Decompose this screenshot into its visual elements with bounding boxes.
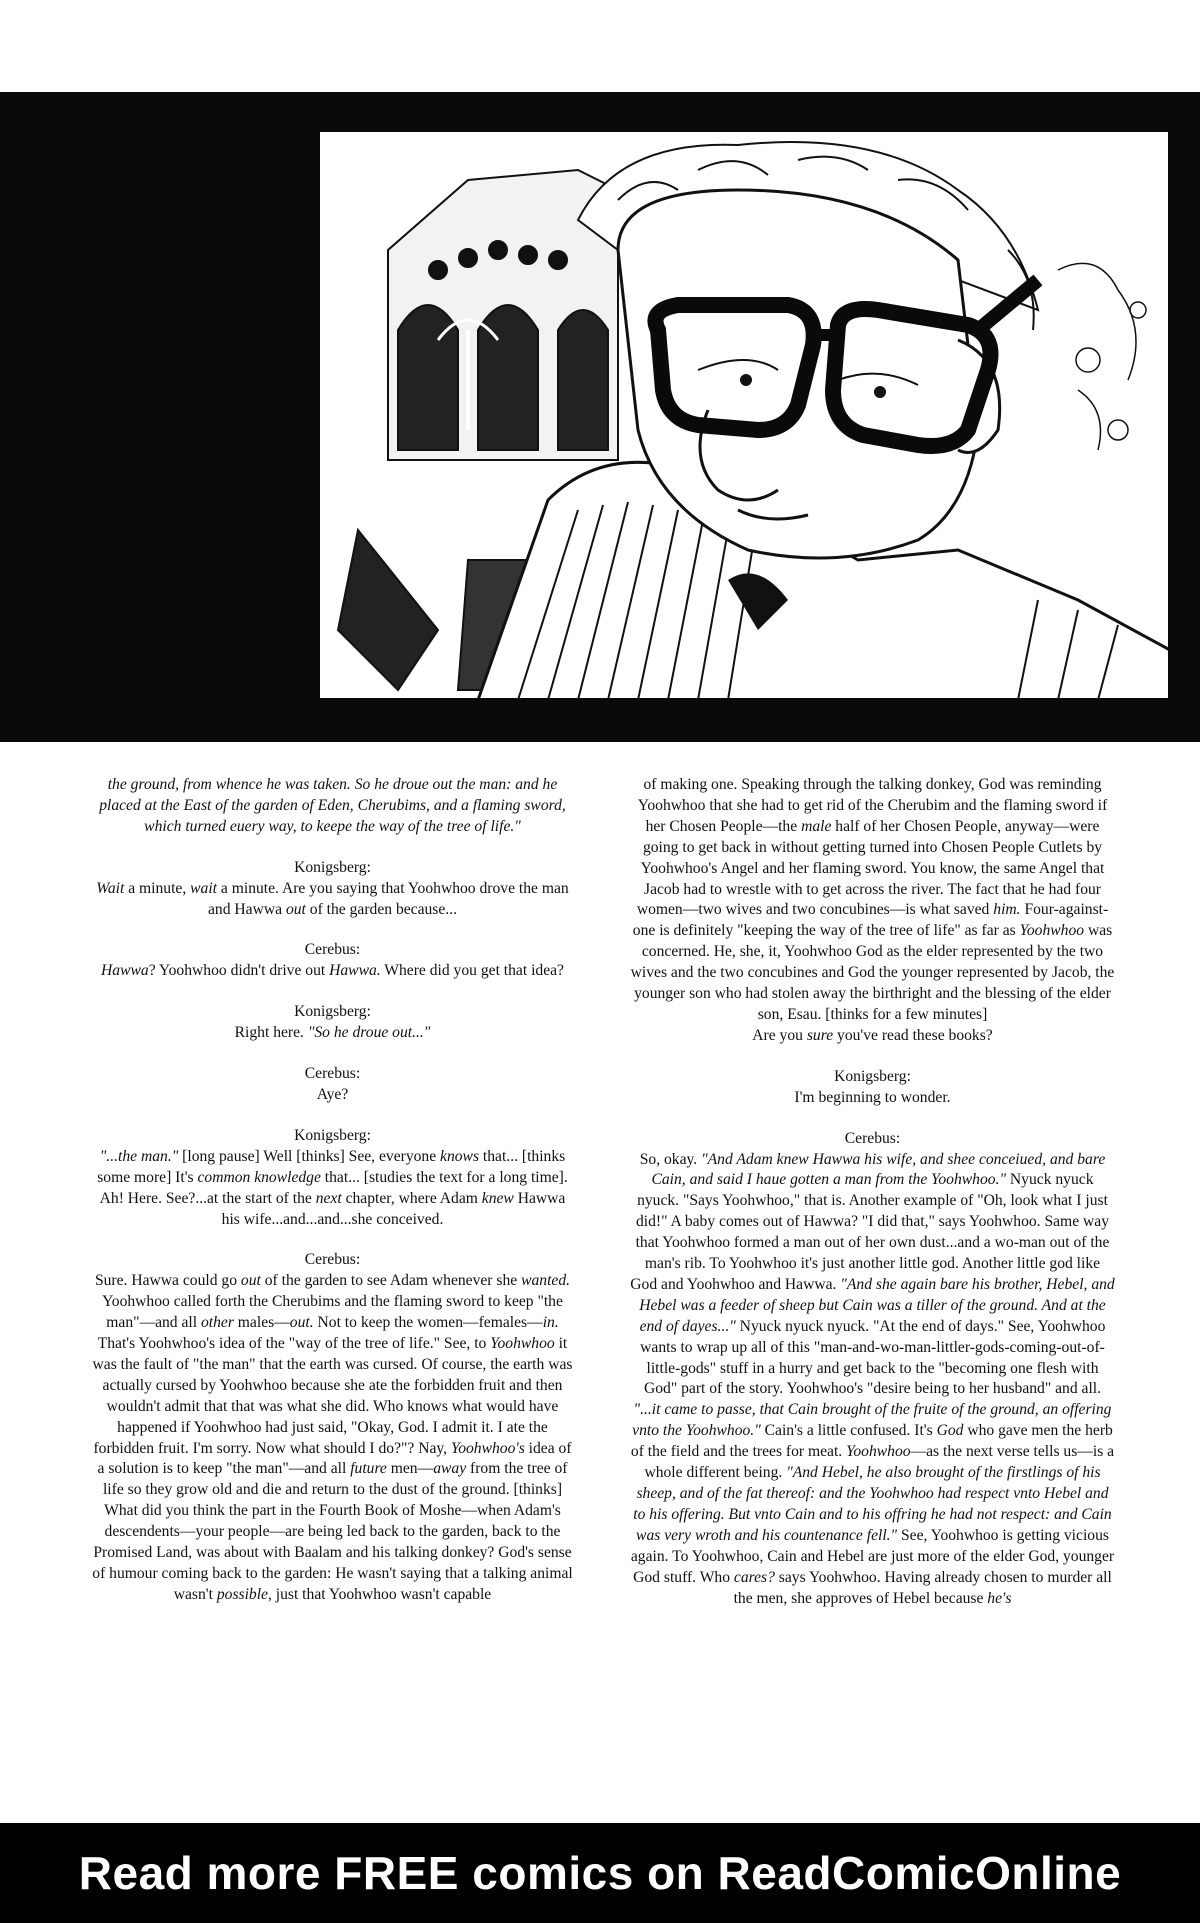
speaker-label: Cerebus:	[304, 1251, 361, 1269]
scripture-quote: the ground, from whence he was taken. So he droue out the man: and he placed at the East of the garden of Eden, Cherubims, and a flaming sword, which turned euery way, to keepe the way of the tree of life."	[99, 776, 566, 835]
dialogue-text: So, okay.	[639, 1150, 702, 1168]
dialogue-text: who gave men the herb of the field and the trees for meat.	[630, 1422, 1113, 1461]
emphasis: Yoohwhoo's	[450, 1439, 525, 1457]
speaker-label: Cerebus:	[304, 941, 361, 959]
dialogue-block	[630, 1129, 1115, 1610]
dialogue-text: Cain's a little confused. It's	[760, 1422, 937, 1440]
dialogue-text: Yoohwhoo called forth the Cherubims and the flaming sword to keep "the man"—and all	[102, 1293, 563, 1332]
emphasis: knows	[440, 1147, 480, 1165]
dialogue-text: of the garden because...	[305, 900, 457, 918]
dialogue-text: —as the next verse tells us—is a whole different being.	[644, 1443, 1115, 1482]
emphasis: Hawwa	[101, 962, 149, 980]
emphasis: next	[315, 1189, 342, 1207]
dialogue-text: Where did you get that idea?	[380, 962, 564, 980]
illustration-panel	[318, 130, 1170, 700]
emphasis: he's	[987, 1589, 1012, 1607]
emphasis: wanted.	[521, 1272, 571, 1290]
dialogue-text: a minute,	[124, 879, 191, 897]
dialogue-text: from the tree of life so they grow old and die and return to the dust of the ground. [thinks] What did you think the part in the Fourth Book of Moshe—when Adam's descendents—your people—are being led back to the garden, back to the Promised Land, was about with Baalam and his talking donkey? God's sense of humour coming back to the garden: He wasn't saying that a talking animal wasn't	[92, 1460, 573, 1603]
dialogue-text: that... [thinks some more] It's	[97, 1147, 566, 1186]
dialogue-block	[90, 1064, 575, 1106]
dialogue-text: Not to keep the women—females—	[313, 1314, 543, 1332]
dialogue-text: Nyuck nyuck nyuck. "At the end of days." See, Yoohwhoo wants to wrap up all of this "man-and-wo-man-littler-gods-coming-out-of-little-gods" stuff in a hurry and get back to the "becoming one flesh with God" part of the story. Yoohwhoo's "desire being to her husband" and all.	[640, 1317, 1106, 1398]
emphasis: "So he droue out..."	[307, 1024, 431, 1042]
emphasis: Yoohwhoo	[1019, 922, 1085, 940]
dialogue-text: half of her Chosen People, anyway—were going to get back in without getting turned into Chosen People Cutlets by Yoohwhoo's Angel and her flaming sword. You know, the same Angel that Jacob had to wrestle with to get across the river. The fact that he had four women—two wives and two concubines—is what saved	[636, 817, 1105, 919]
emphasis: common knowledge	[197, 1168, 321, 1186]
dialogue-text: Aye?	[316, 1085, 349, 1103]
emphasis: male	[801, 817, 832, 835]
emphasis: in.	[542, 1314, 559, 1332]
emphasis: knew	[481, 1189, 514, 1207]
dialogue-block	[630, 1067, 1115, 1109]
speaker-label: Cerebus:	[304, 1065, 361, 1083]
dialogue-text: just that Yoohwhoo wasn't capable	[271, 1585, 492, 1603]
emphasis: God	[936, 1422, 964, 1440]
dialogue-block	[90, 940, 575, 982]
emphasis: possible,	[216, 1585, 272, 1603]
dialogue-text: you've read these books?	[833, 1026, 993, 1044]
promo-banner-text[interactable]: Read more FREE comics on ReadComicOnline	[78, 1847, 1122, 1899]
dialogue-text: of the garden to see Adam whenever she	[260, 1272, 522, 1290]
emphasis: sure	[806, 1026, 834, 1044]
emphasis: "...the man."	[99, 1147, 179, 1165]
dialogue-text: Four-against-one is definitely "keeping the way of the tree of life" as far as	[632, 901, 1109, 940]
dialogue-text: Hawwa his wife...and...and...she conceived.	[221, 1189, 566, 1228]
dialogue-text: [long pause] Well [thinks] See, everyone	[178, 1147, 441, 1165]
emphasis: "And Adam knew Hawwa his wife, and shee conceiued, and bare Cain, and said I haue gotten a man from the Yoohwhoo."	[651, 1150, 1106, 1189]
speaker-label: Cerebus:	[844, 1129, 901, 1147]
dialogue-block	[90, 858, 575, 921]
dialogue-text: it was the fault of "the man" that the earth was cursed. Of course, the earth was actually cursed by Yoohwhoo because she ate the forbidden fruit and then wouldn't admit that that was what she did. Who knows what would have happened if Yoohwhoo had just said, "Okay, God. I admit it. I ate the forbidden fruit. I'm sorry. Now what should I do?"? Nay,	[92, 1335, 573, 1457]
dialogue-text: says Yoohwhoo. Having already chosen to murder all the men, she approves of Hebel because	[733, 1568, 1112, 1607]
emphasis: Hawwa.	[329, 962, 381, 980]
dialogue-text: a minute. Are you saying that Yoohwhoo drove the man and Hawwa	[208, 879, 569, 918]
dialogue-text: that... [studies the text for a long time]. Ah! Here. See?...at the start of the	[99, 1168, 568, 1207]
dialogue-text: men—	[386, 1460, 434, 1478]
dialogue-block	[90, 1002, 575, 1044]
dialogue-text: males—	[233, 1314, 290, 1332]
emphasis: future	[350, 1460, 387, 1478]
emphasis: out	[285, 900, 306, 918]
comic-illustration	[318, 130, 1170, 700]
right-column	[630, 775, 1115, 1609]
dialogue-block	[90, 1250, 575, 1605]
emphasis: Yoohwhoo	[490, 1335, 555, 1353]
emphasis: "...it came to passe, that Cain brought of the fruite of the ground, an offering vnto the Yoohwhoo."	[632, 1401, 1112, 1440]
dialogue-text: I'm beginning to wonder.	[794, 1088, 951, 1106]
dialogue-text: Are you	[752, 1026, 807, 1044]
dialogue-text: See, Yoohwhoo is getting vicious again. To Yoohwhoo, Cain and Hebel are just more of the elder God, younger God stuff. Who	[630, 1526, 1115, 1586]
emphasis: cares?	[733, 1568, 775, 1586]
dialogue-block	[630, 775, 1115, 1047]
dialogue-text: Sure. Hawwa could go	[94, 1272, 241, 1290]
promo-banner[interactable]	[0, 1823, 1200, 1923]
speaker-label: Konigsberg:	[294, 1126, 371, 1144]
dialogue-text: of making one. Speaking through the talking donkey, God was reminding Yoohwhoo that she had to get rid of the Cherubim and the flaming sword if her Chosen People—the	[637, 776, 1108, 835]
emphasis: other	[200, 1314, 234, 1332]
dialogue-text: idea of a solution is to keep "the man"—and all	[97, 1439, 572, 1478]
speaker-label: Konigsberg:	[294, 1003, 371, 1021]
dialogue-text: was concerned. He, she, it, Yoohwhoo God as the elder represented by the two wives and the two concubines and God the younger represented by Jacob, the younger son who had stolen away the birthright and the blessing of the elder son, Esau. [thinks for a few minutes]	[630, 922, 1115, 1023]
dialogue-text: ? Yoohwhoo didn't drive out	[148, 962, 330, 980]
dialogue-block	[90, 1126, 575, 1231]
emphasis: "And she again bare his brother, Hebel, and Hebel was a feeder of sheep but Cain was a tiller of the ground. And at the end of dayes..."	[639, 1275, 1115, 1335]
emphasis: out.	[289, 1314, 314, 1332]
dialogue-text: Nyuck nyuck nyuck. "Says Yoohwhoo," that is. Another example of "Oh, look what I just did!" A baby comes out of Hawwa? "I did that," says Yoohwhoo. Same way that Yoohwhoo formed a man out of her own dust...and a wo-man out of the man's rib. To Yoohwhoo it's just another little god. Another little god like God and Yoohwhoo and Hawwa.	[630, 1171, 1110, 1293]
speaker-label: Konigsberg:	[834, 1067, 911, 1085]
emphasis: Wait	[96, 879, 125, 897]
emphasis: away	[433, 1460, 467, 1478]
dialogue-text: chapter, where Adam	[341, 1189, 482, 1207]
prose-columns	[80, 775, 1120, 1775]
dialogue-text: That's Yoohwhoo's idea of the "way of the tree of life." See, to	[97, 1335, 491, 1353]
left-column	[90, 775, 575, 1606]
emphasis: wait	[190, 879, 218, 897]
speaker-label: Konigsberg:	[294, 858, 371, 876]
emphasis: "And Hebel, he also brought of the firstlings of his sheep, and of the fat thereof: and the Yoohwhoo had respect vnto Hebel and to his offering. But vnto Cain and to his offring he had not respect: and Cain was very wroth and his countenance fell."	[633, 1464, 1112, 1544]
emphasis: out	[240, 1272, 261, 1290]
emphasis: him.	[993, 901, 1021, 919]
dialogue-text: Right here.	[234, 1024, 308, 1042]
emphasis: Yoohwhoo	[846, 1443, 911, 1461]
